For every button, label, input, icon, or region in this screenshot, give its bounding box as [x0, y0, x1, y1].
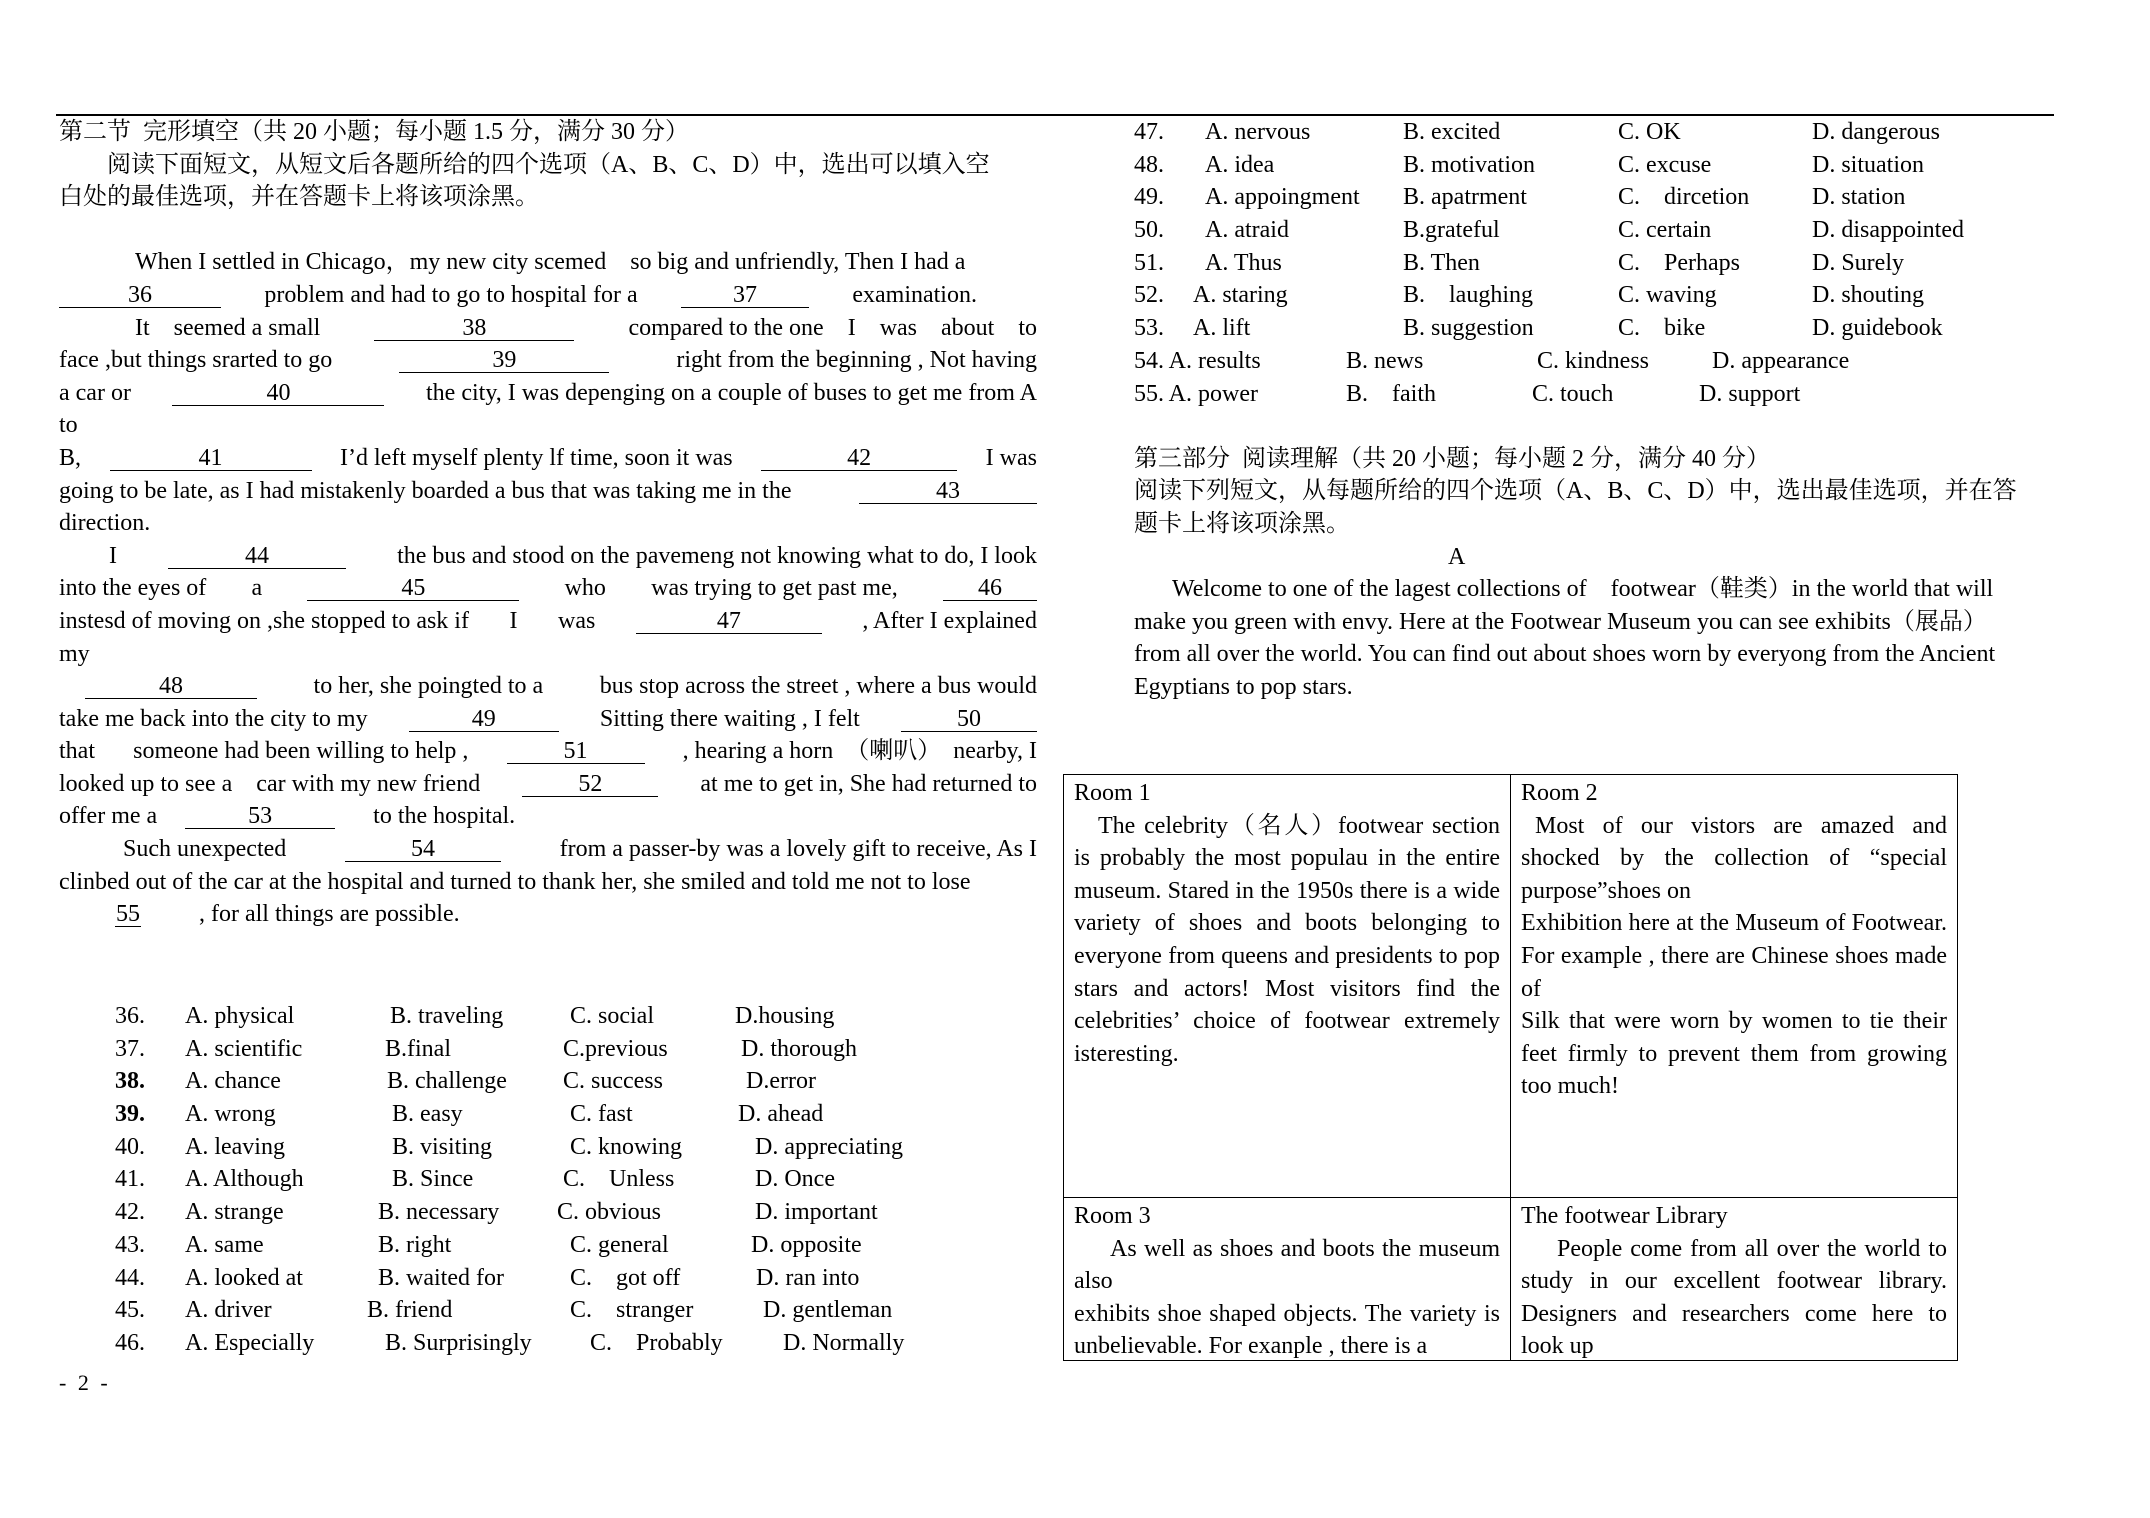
- option-b[interactable]: B. Since: [392, 1166, 474, 1193]
- option-d[interactable]: D. Surely: [1812, 249, 1904, 276]
- question-number: 36.: [115, 1003, 145, 1029]
- passage-line: [59, 377, 1037, 410]
- option-c[interactable]: C.previous: [563, 1035, 668, 1062]
- option-c[interactable]: C. waving: [1618, 282, 1717, 309]
- option-d[interactable]: D. appearance: [1712, 347, 1850, 374]
- room-1-title: Room 1: [1074, 780, 1151, 806]
- blank-54[interactable]: 54: [345, 837, 501, 862]
- passage-text: to the hospital.: [373, 803, 516, 830]
- option-c[interactable]: C. got off: [570, 1264, 681, 1291]
- question-number: 42.: [115, 1199, 145, 1226]
- passage-text: at me to get in, She had returned to: [700, 770, 1037, 797]
- option-c[interactable]: C. dircetion: [1618, 184, 1750, 211]
- option-a[interactable]: A. Thus: [1205, 249, 1282, 276]
- passage-text: the bus and stood on the pavemeng not knowing what to do, I look: [397, 542, 1037, 569]
- passage-text: instesd of moving on ,she stopped to ask if: [59, 607, 469, 634]
- left-column: [59, 116, 1037, 931]
- option-d[interactable]: D. situation: [1812, 151, 1924, 178]
- passage-line: [59, 279, 1037, 312]
- option-b[interactable]: B. laughing: [1403, 282, 1533, 309]
- option-d[interactable]: D. ran into: [756, 1264, 860, 1291]
- blank-39[interactable]: 39: [399, 348, 609, 373]
- passage-text: from a passer-by was a lovely gift to receive, As I: [559, 836, 1037, 863]
- blank-46[interactable]: 46: [943, 576, 1037, 601]
- passage-text: bus stop across the street , where a bus would: [599, 673, 1037, 700]
- option-a[interactable]: A. Although: [185, 1166, 304, 1193]
- option-b[interactable]: B. apatrment: [1403, 184, 1527, 211]
- passage-text: , for all things are possible.: [199, 901, 460, 928]
- passage-line: direction.: [59, 510, 151, 537]
- part3-instructions-2: 题卡上将该项涂黑。: [1134, 510, 1350, 537]
- passage-text: I: [109, 542, 117, 569]
- option-c[interactable]: C. Unless: [563, 1166, 675, 1193]
- option-b[interactable]: B. friend: [367, 1297, 453, 1324]
- option-a[interactable]: A. same: [185, 1231, 264, 1258]
- option-a[interactable]: A. staring: [1193, 282, 1288, 309]
- spacer: [59, 214, 1037, 247]
- library-text: People come from all over the world to study in our excellent footwear library. Designers and researchers come here to look up: [1521, 1235, 1947, 1360]
- passage-text: problem and had to go to hospital for a: [264, 281, 638, 308]
- passage-text: going to be late, as I had mistakenly boarded a bus that was taking me in the: [59, 477, 792, 504]
- option-c[interactable]: C. bike: [1618, 315, 1706, 342]
- passage-text: someone had been willing to help ,: [133, 738, 469, 765]
- option-d[interactable]: D.housing: [735, 1003, 835, 1029]
- question-number: 46.: [115, 1329, 145, 1356]
- passage-line: [59, 540, 1037, 573]
- reading-line: from all over the world. You can find out about shoes worn by everyong from the Ancient: [1134, 641, 1996, 668]
- blank-44[interactable]: 44: [168, 544, 346, 569]
- right-column: [1134, 116, 2056, 704]
- passage-text: to her, she poingted to a: [313, 673, 544, 700]
- question-number: 51.: [1134, 249, 1164, 276]
- option-row: [1134, 181, 2056, 214]
- option-d[interactable]: D. ahead: [738, 1101, 824, 1128]
- passage-text: Such unexpected: [123, 836, 287, 863]
- room-2-cell: [1511, 775, 1958, 1198]
- page-number: - 2 -: [59, 1370, 111, 1395]
- option-b[interactable]: B. waited for: [378, 1264, 504, 1291]
- option-a[interactable]: A. atraid: [1205, 217, 1289, 244]
- passage-text: I: [509, 607, 518, 634]
- blank-41[interactable]: 41: [110, 446, 312, 471]
- room-2-text: Most of our vistors are amazed and shocked by the collection of “special purpose”shoes on: [1521, 812, 1947, 904]
- passage-text: , hearing a horn （喇叭） nearby, I: [682, 738, 1037, 765]
- option-b[interactable]: B.final: [385, 1035, 451, 1062]
- option-d[interactable]: D. Normally: [783, 1329, 905, 1356]
- option-d[interactable]: D. important: [755, 1199, 878, 1226]
- passage-line: to: [59, 412, 78, 439]
- reading-line: Welcome to one of the lagest collections of footwear（鞋类）in the world that will: [1172, 576, 1994, 603]
- blank-55[interactable]: 55: [116, 901, 140, 928]
- option-c[interactable]: C. excuse: [1618, 151, 1712, 178]
- option-a[interactable]: A. strange: [185, 1199, 284, 1226]
- option-c[interactable]: C. kindness: [1537, 347, 1650, 374]
- section-title: 第二节 完形填空（共 20 小题；每小题 1.5 分，满分 30 分）: [59, 119, 689, 145]
- blank-38[interactable]: 38: [374, 316, 574, 341]
- option-d[interactable]: D. appreciating: [755, 1133, 903, 1160]
- option-a[interactable]: A. physical: [185, 1003, 295, 1029]
- part3-instructions-1: 阅读下列短文，从每题所给的四个选项（A、B、C、D）中，选出最佳选项，并在答: [1134, 478, 2017, 505]
- option-row: [1134, 279, 2056, 312]
- passage-text: B,: [59, 444, 82, 471]
- option-row: [1134, 149, 2056, 182]
- option-b[interactable]: B. motivation: [1403, 151, 1535, 178]
- question-number: 52.: [1134, 282, 1164, 309]
- room-2-title: Room 2: [1521, 780, 1598, 806]
- options-right: [1134, 116, 2056, 410]
- passage-text: compared to the one I was about to: [628, 314, 1037, 341]
- option-b[interactable]: B. necessary: [378, 1199, 500, 1226]
- option-b[interactable]: B. excited: [1403, 119, 1501, 145]
- blank-36[interactable]: 36: [59, 283, 221, 308]
- passage-text: , After I explained: [862, 607, 1037, 634]
- passage-text: the city, I was depenging on a couple of buses to get me from A: [426, 379, 1037, 406]
- option-b[interactable]: B.grateful: [1403, 217, 1500, 244]
- passage-text: examination.: [852, 281, 977, 308]
- passage-line: [59, 735, 1037, 768]
- reading-line: Egyptians to pop stars.: [1134, 673, 1353, 700]
- passage-line: When I settled in Chicago，my new city scemed so big and unfriendly, Then I had a: [135, 249, 966, 276]
- option-c[interactable]: C. general: [570, 1231, 669, 1258]
- option-c[interactable]: C. touch: [1532, 380, 1614, 407]
- reading-line: make you green with envy. Here at the Footwear Museum you can see exhibits（展品）: [1134, 608, 1987, 635]
- passage-line: [59, 475, 1037, 508]
- passage-text: right from the beginning , Not having: [676, 347, 1037, 374]
- option-a[interactable]: A. driver: [185, 1297, 272, 1324]
- question-number: 44.: [115, 1264, 145, 1291]
- blank-43[interactable]: 43: [859, 479, 1037, 504]
- option-c[interactable]: C. obvious: [557, 1199, 662, 1226]
- passage-line: [59, 442, 1037, 475]
- option-row: [1134, 345, 2056, 378]
- blank-40[interactable]: 40: [172, 381, 384, 406]
- blank-42[interactable]: 42: [761, 446, 957, 471]
- option-d[interactable]: D. gentleman: [763, 1297, 893, 1324]
- option-row: [1134, 378, 2056, 411]
- passage-line: [59, 670, 1037, 703]
- passage-text: I’d left myself plenty lf time, soon it was: [340, 444, 733, 471]
- question-number: 37.: [115, 1035, 145, 1062]
- question-number: 50.: [1134, 217, 1164, 244]
- option-d[interactable]: D. Once: [755, 1166, 835, 1193]
- passage-text: into the eyes of: [59, 575, 207, 602]
- option-b[interactable]: B. traveling: [390, 1003, 504, 1029]
- option-a[interactable]: A. looked at: [185, 1264, 303, 1291]
- option-a[interactable]: A. idea: [1205, 151, 1275, 178]
- option-b[interactable]: B. Surprisingly: [385, 1329, 532, 1356]
- option-b[interactable]: B. suggestion: [1403, 315, 1534, 342]
- option-d[interactable]: D. dangerous: [1812, 119, 1940, 145]
- option-c[interactable]: C. OK: [1618, 119, 1681, 145]
- question-number: 53.: [1134, 315, 1164, 342]
- option-d[interactable]: D. opposite: [751, 1231, 862, 1258]
- option-row: [1134, 116, 2056, 149]
- passage-text: take me back into the city to my: [59, 705, 368, 732]
- blank-53[interactable]: 53: [185, 804, 335, 829]
- passage-text: that: [59, 738, 95, 765]
- option-row: [1134, 312, 2056, 345]
- passage-line: my: [59, 640, 90, 667]
- option-a[interactable]: 54. A. results: [1134, 347, 1261, 374]
- question-number: 38.: [115, 1068, 145, 1095]
- passage-line: [59, 800, 1037, 833]
- option-b[interactable]: B. challenge: [387, 1068, 507, 1095]
- option-c[interactable]: C. fast: [570, 1101, 633, 1128]
- option-c[interactable]: C. certain: [1618, 217, 1712, 244]
- blank-48[interactable]: 48: [85, 674, 257, 699]
- option-a[interactable]: A. wrong: [185, 1101, 276, 1128]
- passage-line: [59, 312, 1037, 345]
- option-d[interactable]: D. disappointed: [1812, 217, 1964, 244]
- passage-text: face ,but things srarted to go: [59, 347, 333, 374]
- option-c[interactable]: C. success: [563, 1068, 663, 1095]
- option-a[interactable]: A. chance: [185, 1068, 281, 1095]
- option-d[interactable]: D. support: [1699, 380, 1801, 407]
- passage-line: [59, 703, 1037, 736]
- passage-text: I was: [985, 444, 1037, 471]
- passage-line: [59, 898, 1037, 931]
- passage-text: offer me a: [59, 803, 158, 830]
- option-d[interactable]: D. thorough: [741, 1035, 857, 1062]
- passage-text: looked up to see a car with my new friend: [59, 770, 481, 797]
- option-a[interactable]: A. lift: [1193, 315, 1251, 342]
- passage-text: It seemed a small: [135, 314, 321, 341]
- part3-title: 第三部分 阅读理解（共 20 小题；每小题 2 分，满分 40 分）: [1134, 445, 1770, 472]
- option-a[interactable]: 55. A. power: [1134, 380, 1258, 407]
- blank-50[interactable]: 50: [901, 707, 1037, 732]
- room-3-text: As well as shoes and boots the museum also: [1074, 1235, 1500, 1295]
- room-3-cell: [1064, 1198, 1511, 1361]
- option-b[interactable]: B. Then: [1403, 249, 1480, 276]
- option-b[interactable]: B. faith: [1346, 380, 1436, 407]
- passage-text: Sitting there waiting , I felt: [599, 705, 860, 732]
- option-row: [1134, 214, 2056, 247]
- room-3-title: Room 3: [1074, 1203, 1151, 1229]
- question-number: 40.: [115, 1133, 145, 1160]
- instructions-line-2: 白处的最佳选项，并在答题卡上将该项涂黑。: [59, 184, 539, 211]
- option-c[interactable]: C. knowing: [570, 1133, 683, 1160]
- passage-a-label: A: [1448, 543, 1466, 570]
- passage-line: [59, 605, 1037, 638]
- question-number: 41.: [115, 1166, 145, 1193]
- option-row: [1134, 247, 2056, 280]
- option-a[interactable]: A. nervous: [1205, 119, 1311, 145]
- spacer: [1134, 410, 2056, 443]
- passage-text: a: [251, 575, 263, 602]
- option-d[interactable]: D. shouting: [1812, 282, 1925, 309]
- option-d[interactable]: D. station: [1812, 184, 1906, 211]
- instructions-line-1: 阅读下面短文，从短文后各题所给的四个选项（A、B、C、D）中，选出可以填入空: [107, 151, 990, 178]
- option-c[interactable]: C. Perhaps: [1618, 249, 1740, 276]
- question-number: 48.: [1134, 151, 1164, 178]
- option-b[interactable]: B. visiting: [392, 1133, 493, 1160]
- blank-45[interactable]: 45: [307, 576, 519, 601]
- question-number: 43.: [115, 1231, 145, 1258]
- option-c[interactable]: C. Probably: [590, 1329, 723, 1356]
- blank-47[interactable]: 47: [636, 609, 822, 634]
- passage-line: [59, 344, 1037, 377]
- option-a[interactable]: A. Especially: [185, 1329, 315, 1356]
- passage-line: [59, 833, 1037, 866]
- option-a[interactable]: A. scientific: [185, 1035, 303, 1062]
- option-a[interactable]: A. leaving: [185, 1133, 285, 1160]
- option-b[interactable]: B. right: [378, 1231, 452, 1258]
- blank-37[interactable]: 37: [681, 283, 809, 308]
- blank-51[interactable]: 51: [507, 739, 645, 764]
- room-1-cell: [1064, 775, 1511, 1198]
- passage-line: [59, 768, 1037, 801]
- blank-49[interactable]: 49: [409, 707, 559, 732]
- option-a[interactable]: A. appoingment: [1205, 184, 1360, 211]
- question-number: 49.: [1134, 184, 1164, 211]
- option-b[interactable]: B. news: [1346, 347, 1424, 374]
- room-2-text: Silk that were worn by women to tie their feet firmly to prevent them from growing too much!: [1521, 1008, 1947, 1100]
- passage-text: who: [564, 575, 606, 602]
- passage-line: [59, 572, 1037, 605]
- passage-line: clinbed out of the car at the hospital and turned to thank her, she smiled and told me not to lose: [59, 868, 971, 895]
- option-d[interactable]: D.error: [746, 1068, 816, 1095]
- question-number: 47.: [1134, 119, 1164, 145]
- museum-rooms-table: [1063, 774, 1958, 1361]
- option-b[interactable]: B. easy: [392, 1101, 463, 1128]
- room-3-text: exhibits shoe shaped objects. The variety is unbelievable. For exanple , there is a: [1074, 1300, 1500, 1360]
- room-1-text: The celebrity（名人）footwear section is probably the most populau in the entire museum. Stared in the 1950s there is a wide variety of shoes and boots belonging to everyone from queens and presidents to pop stars and actors! Most visitors find the celebrities’ choice of footwear extremely isteresting.: [1074, 812, 1500, 1067]
- passage-text: a car or: [59, 379, 131, 406]
- blank-52[interactable]: 52: [522, 772, 658, 797]
- room-2-text: Exhibition here at the Museum of Footwear. For example , there are Chinese shoes made of: [1521, 910, 1947, 1002]
- library-title: The footwear Library: [1521, 1203, 1728, 1229]
- question-number: 45.: [115, 1297, 145, 1324]
- question-number: 39.: [115, 1101, 145, 1128]
- passage-text: was: [558, 607, 596, 634]
- option-d[interactable]: D. guidebook: [1812, 315, 1943, 342]
- option-c[interactable]: C. stranger: [570, 1297, 694, 1324]
- passage-text: was trying to get past me,: [651, 575, 898, 602]
- option-c[interactable]: C. social: [570, 1003, 654, 1029]
- library-cell: [1511, 1198, 1958, 1361]
